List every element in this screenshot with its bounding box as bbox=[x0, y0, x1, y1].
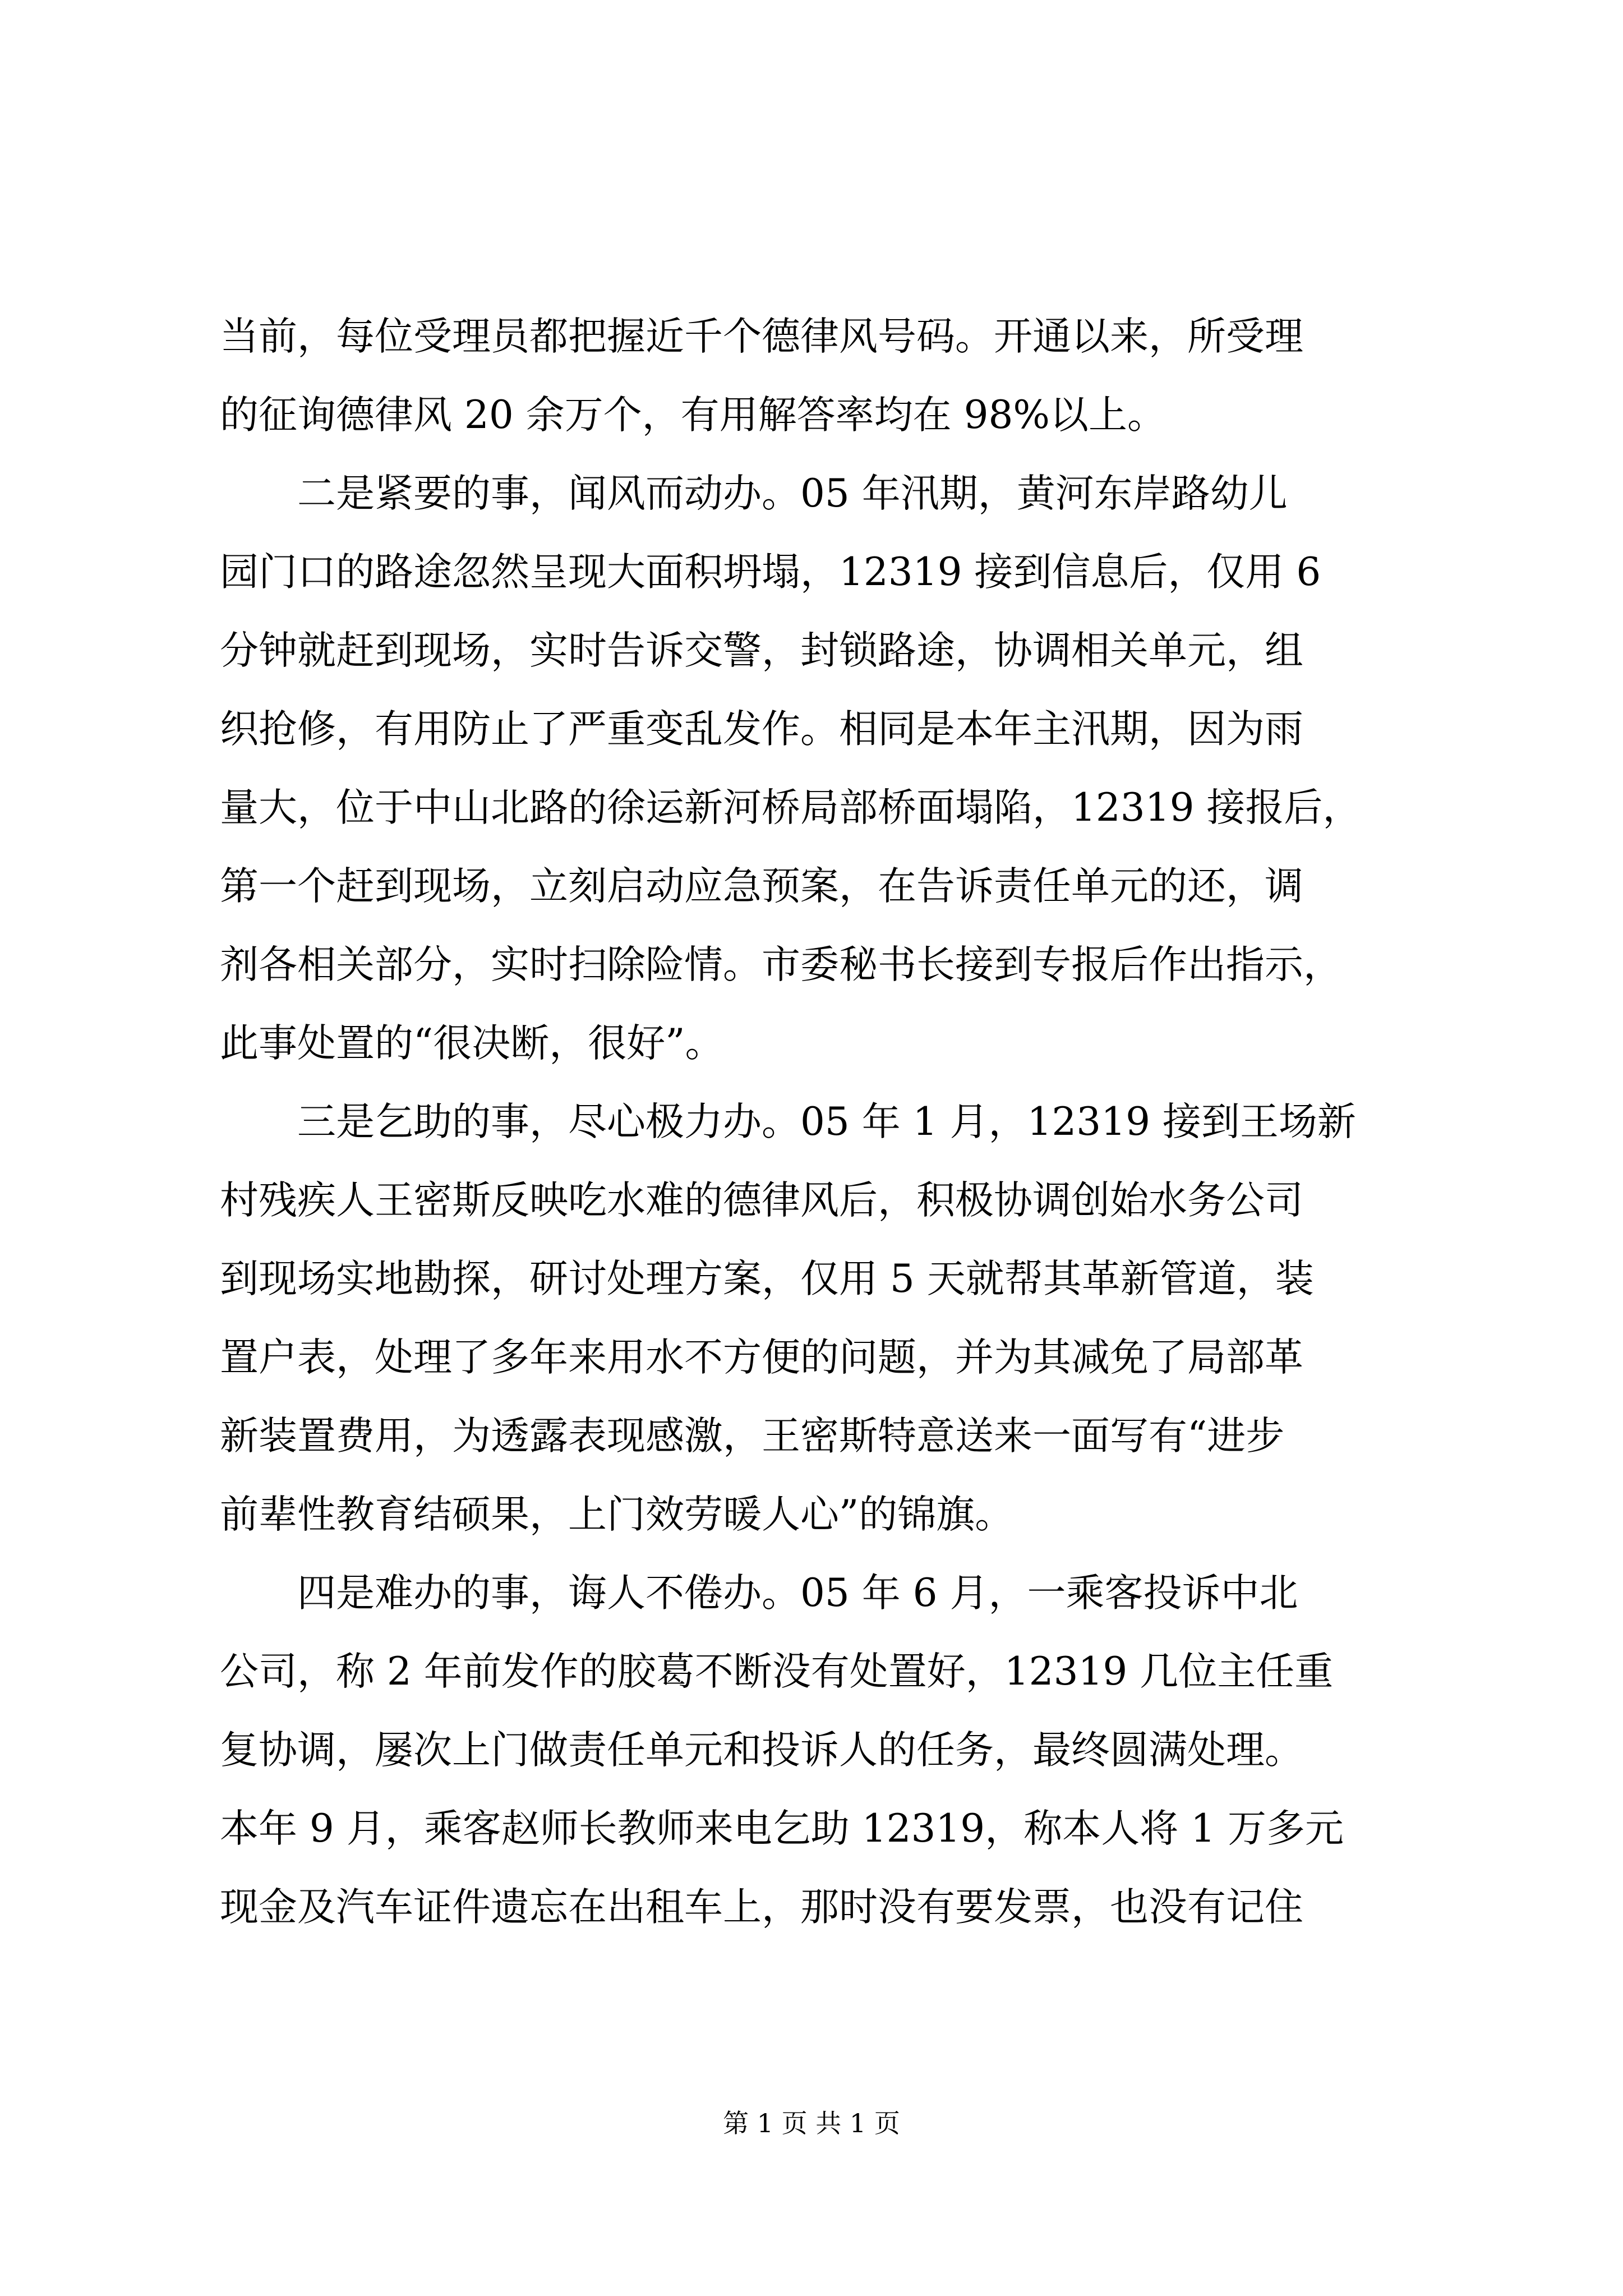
text-line: 分钟就赶到现场，实时告诉交警，封锁路途，协调相关单元，组 bbox=[220, 628, 1303, 673]
text-line: 四是难办的事，诲人不倦办。05 年 6 月，一乘客投诉中北 bbox=[220, 1571, 1298, 1616]
text-line: 第一个赶到现场，立刻启动应急预案，在告诉责任单元的还，调 bbox=[220, 864, 1303, 909]
text-line: 二是紧要的事，闻风而动办。05 年汛期，黄河东岸路幼儿 bbox=[220, 471, 1288, 516]
text-line: 复协调，屡次上门做责任单元和投诉人的任务，最终圆满处理。 bbox=[220, 1728, 1303, 1773]
text-line: 园门口的路途忽然呈现大面积坍塌，12319 接到信息后，仅用 6 bbox=[220, 550, 1321, 595]
text-line: 置户表，处理了多年来用水不方便的问题，并为其减免了局部革 bbox=[220, 1335, 1303, 1380]
text-line: 当前，每位受理员都把握近千个德律风号码。开通以来，所受理 bbox=[220, 314, 1303, 359]
text-line: 到现场实地勘探，研讨处理方案，仅用 5 天就帮其革新管道，装 bbox=[220, 1257, 1314, 1301]
text-line: 的征询德律风 20 余万个，有用解答率均在 98%以上。 bbox=[220, 393, 1166, 438]
text-line: 新装置费用，为透露表现感激，王密斯特意送来一面写有“进步 bbox=[220, 1414, 1285, 1458]
text-line: 剂各相关部分，实时扫除险情。市委秘书长接到专报后作出指示， bbox=[220, 942, 1342, 987]
text-line: 现金及汽车证件遗忘在出租车上，那时没有要发票，也没有记住 bbox=[220, 1885, 1303, 1930]
text-line: 前辈性教育结硕果，上门效劳暖人心”的锦旗。 bbox=[220, 1492, 1014, 1537]
text-line: 本年 9 月，乘客赵师长教师来电乞助 12319，称本人将 1 万多元 bbox=[220, 1806, 1344, 1851]
text-line: 量大，位于中山北路的徐运新河桥局部桥面塌陷，12319 接报后， bbox=[220, 785, 1362, 830]
page-footer: 第 1 页 共 1 页 bbox=[723, 2108, 900, 2138]
text-line: 公司，称 2 年前发作的胶葛不断没有处置好，12319 几位主任重 bbox=[220, 1649, 1334, 1694]
text-line: 此事处置的“很决断，很好”。 bbox=[220, 1021, 724, 1066]
text-line: 织抢修，有用防止了严重变乱发作。相同是本年主汛期，因为雨 bbox=[220, 707, 1303, 752]
text-line: 村残疾人王密斯反映吃水难的德律风后，积极协调创始水务公司 bbox=[220, 1178, 1303, 1223]
text-line: 三是乞助的事，尽心极力办。05 年 1 月，12319 接到王场新 bbox=[220, 1099, 1356, 1144]
